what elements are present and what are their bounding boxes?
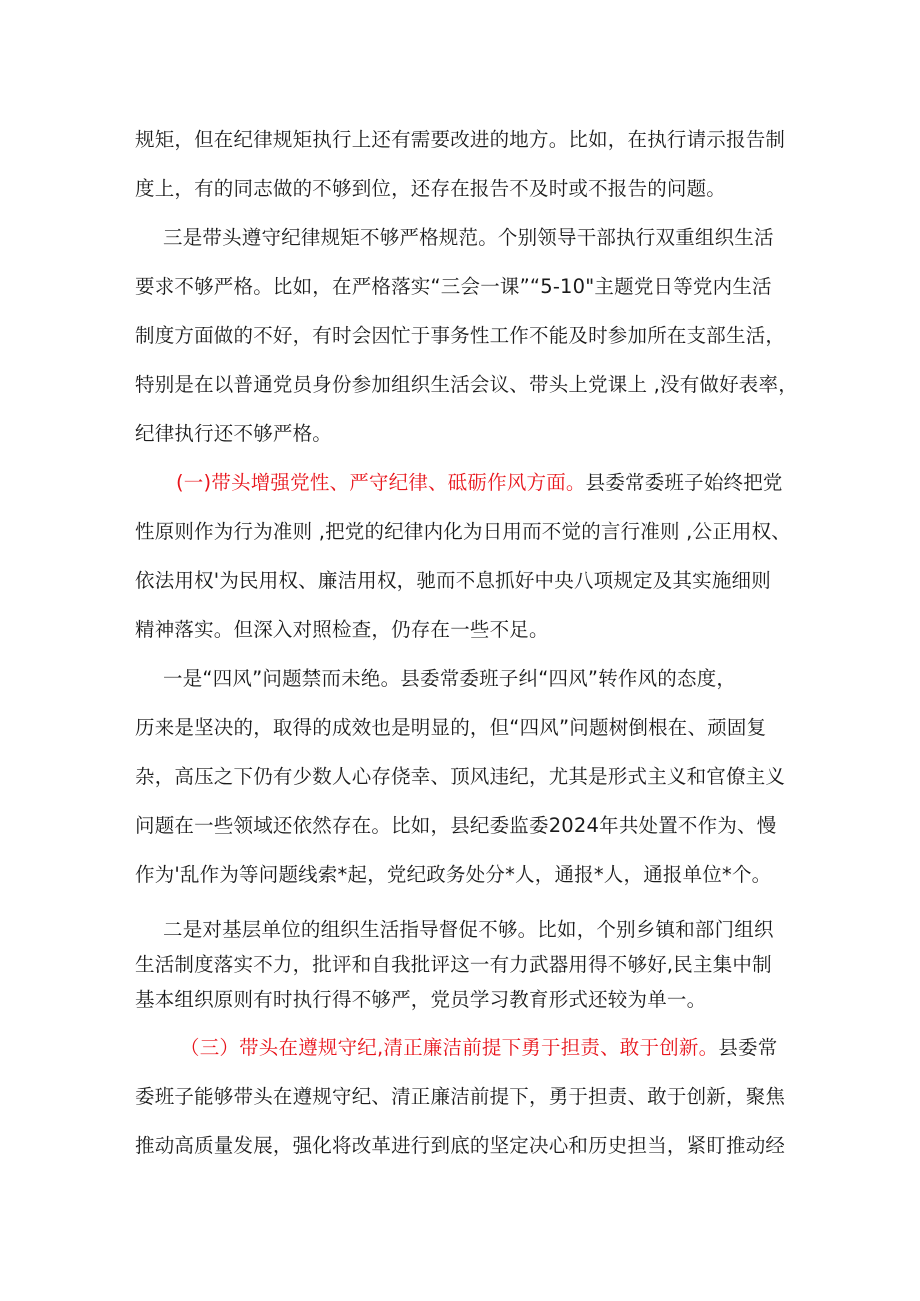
paragraph-3-first-line-text: 县委常委班子始终把党 (585, 471, 783, 494)
paragraph-5-line-2: 生活制度落实不力，批评和自我批评这一有力武器用得不够好,民主集中制 (135, 953, 772, 976)
section-heading-1: (一)带头增强党性、严守纪律、砥砺作风方面。 (176, 471, 586, 494)
paragraph-4-line-1: 一是“四风”问题禁而未绝。县委常委班子纠“四风”转作风的态度， (163, 667, 737, 690)
paragraph-2-line-1: 三是带头遵守纪律规矩不够严格规范。个别领导干部执行双重组织生活 (163, 226, 774, 249)
paragraph-5-line-1: 二是对基层单位的组织生活指导督促不够。比如，个别乡镇和部门组织 (163, 918, 774, 941)
paragraph-6-line-2: 委班子能够带头在遵规守纪、清正廉洁前提下，勇于担责、敢于创新，聚焦 (135, 1085, 786, 1108)
paragraph-3-line-3: 依法用权'为民用权、廉洁用权，驰而不息抓好中央八项规定及其实施细则 (135, 569, 771, 592)
paragraph-6-first-line-text: 县委常 (718, 1036, 778, 1059)
paragraph-4-line-3: 杂，高压之下仍有少数人心存侥幸、顶风违纪，尤其是形式主义和官僚主义 (135, 765, 786, 788)
paragraph-3-line-4: 精神落实。但深入对照检查，仍存在一些不足。 (135, 618, 549, 641)
paragraph-3-line-1 (176, 470, 836, 496)
paragraph-5-line-3: 基本组织原则有时执行得不够严，党员学习教育形式还较为单一。 (135, 988, 707, 1011)
paragraph-2-line-5: 纪律执行还不够严格。 (135, 422, 333, 445)
paragraph-2-line-2: 要求不够严格。比如，在严格落实“三会一课”“5-10"主题党日等党内生活 (135, 275, 772, 298)
paragraph-4-line-4: 问题在一些领域还依然存在。比如，县纪委监委2024年共处置不作为、慢 (135, 814, 777, 837)
paragraph-4-line-5: 作为'乱作为等问题线索*起，党纪政务处分*人，通报*人，通报单位*个。 (135, 863, 772, 886)
paragraph-4-line-2: 历来是坚决的，取得的成效也是明显的，但“四风”问题树倒根在、顽固复 (135, 716, 767, 739)
section-heading-3: （三）带头在遵规守纪,清正廉洁前提下勇于担责、敢于创新。 (180, 1036, 719, 1059)
paragraph-6-line-3: 推动高质量发展，强化将改革进行到底的坚定决心和历史担当，紧盯推动经 (135, 1134, 786, 1157)
paragraph-2-line-4: 特别是在以普通党员身份参加组织生活会议、带头上党课上 ,没有做好表率， (135, 373, 798, 396)
paragraph-3-line-2: 性原则作为行为准则 ,把党的纪律内化为日用而不觉的言行准则 ,公正用权、 (135, 520, 791, 543)
paragraph-1-line-1: 规矩，但在纪律规矩执行上还有需要改进的地方。比如，在执行请示报告制 (135, 128, 786, 151)
paragraph-1-line-2: 度上，有的同志做的不够到位，还存在报告不及时或不报告的问题。 (135, 177, 727, 200)
paragraph-6-line-1 (180, 1035, 840, 1061)
paragraph-2-line-3: 制度方面做的不好，有时会因忙于事务性工作不能及时参加所在支部生活， (135, 324, 786, 347)
